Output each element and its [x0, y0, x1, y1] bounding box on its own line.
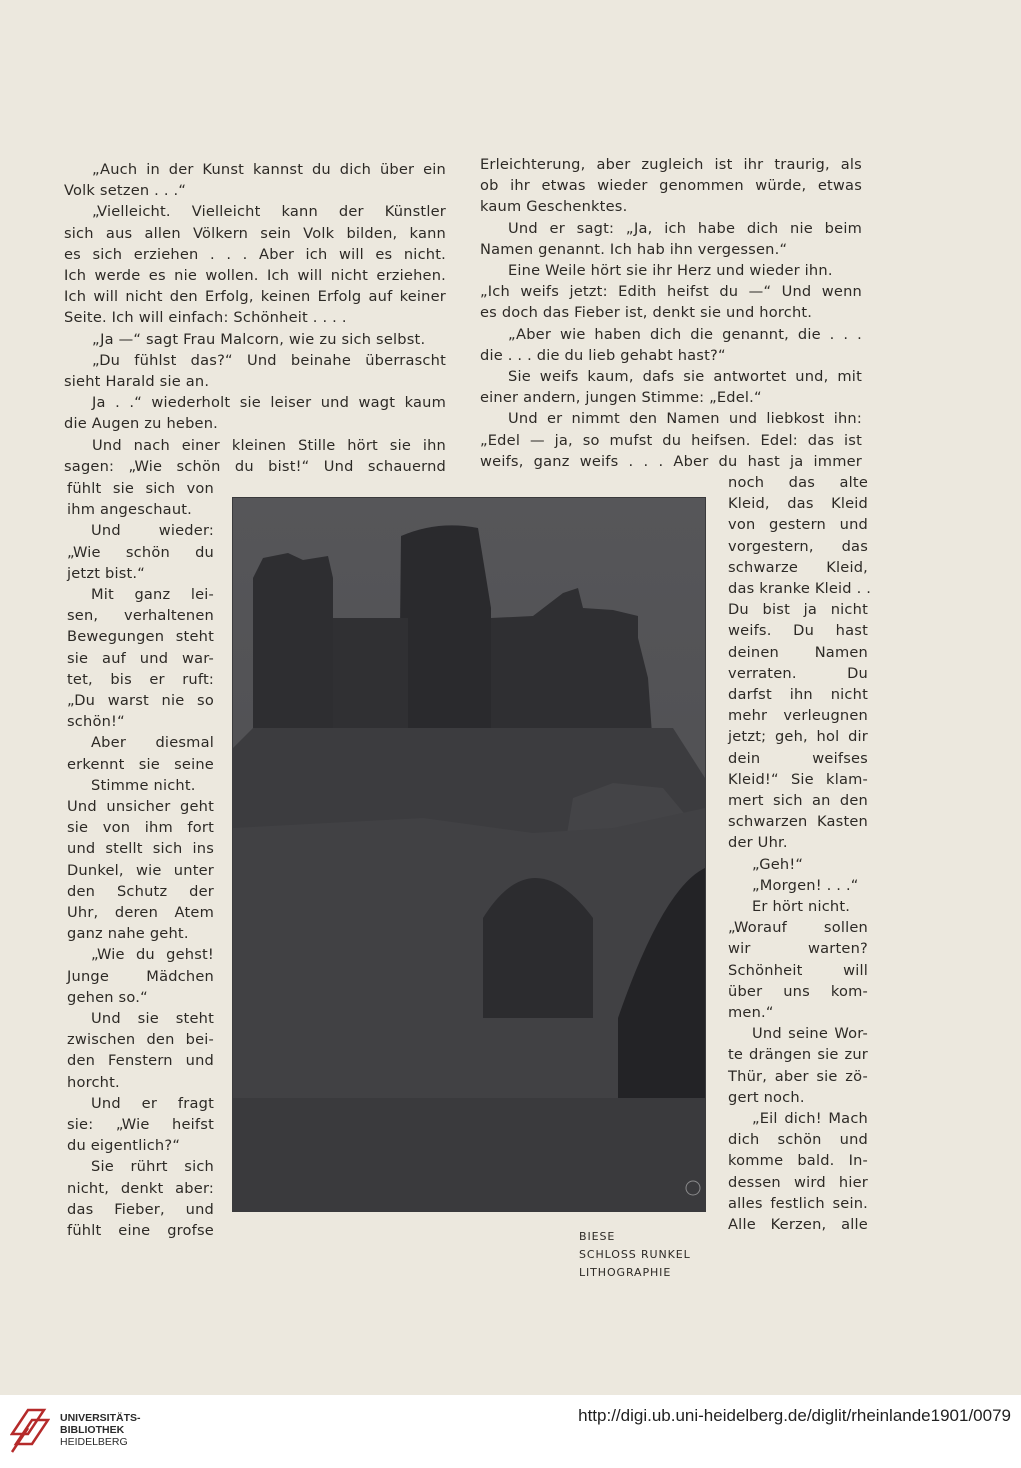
left-narrow-line: tet, bis er ruft:	[67, 670, 214, 688]
right-column-line: „Aber wie haben dich die genannt, die . . .	[508, 325, 862, 343]
library-name-line-3: HEIDELBERG	[60, 1436, 128, 1448]
right-narrow-line: weifs. Du hast	[728, 622, 868, 640]
page-url-link[interactable]: http://digi.ub.uni-heidelberg.de/diglit/rheinlande1901/0079	[578, 1406, 1011, 1425]
left-column-line: die Augen zu heben.	[64, 415, 219, 433]
right-column-line: Eine Weile hört sie ihr Herz und wieder ihn.	[508, 262, 833, 279]
right-narrow-line: alles festlich sein.	[728, 1194, 868, 1212]
right-narrow-line: darfst ihn nicht	[728, 686, 868, 703]
left-narrow-line: und stellt sich ins	[67, 840, 214, 858]
left-column-line: sagen: „Wie schön du bist!“ Und schauernd	[64, 457, 446, 475]
right-column-line: „Edel — ja, so mufst du heifsen. Edel: das ist	[480, 431, 862, 449]
right-narrow-line: Schönheit will	[728, 961, 868, 979]
left-narrow-line: den Fenstern und	[67, 1052, 214, 1070]
lithograph-plate	[232, 497, 706, 1212]
left-column-line: sich aus allen Völkern sein Volk bilden, kann	[64, 224, 446, 242]
right-narrow-line: Und seine Wor-	[752, 1025, 868, 1043]
left-narrow-line: Bewegungen steht	[67, 628, 214, 646]
left-narrow-line: Und wieder:	[91, 522, 214, 540]
right-narrow-line: te drängen sie zur	[728, 1046, 868, 1064]
right-narrow-line: von gestern und	[728, 516, 868, 534]
right-narrow-line: wir warten?	[728, 940, 868, 958]
right-narrow-line: „Morgen! . . .“	[752, 876, 859, 894]
left-narrow-line: den Schutz der	[67, 882, 214, 900]
left-narrow-line: Und sie steht	[91, 1010, 214, 1027]
left-narrow-line: sie von ihm fort	[67, 819, 214, 837]
left-column-line: „Vielleicht. Vielleicht kann der Künstler	[92, 203, 446, 221]
right-column-line: Erleichterung, aber zugleich ist ihr traurig, als	[480, 156, 862, 173]
right-narrow-line: Du bist ja nicht	[728, 601, 868, 619]
caption-artist: BIESE	[579, 1230, 616, 1243]
left-narrow-line: du eigentlich?“	[67, 1137, 181, 1155]
left-narrow-line: das Fieber, und	[67, 1200, 214, 1218]
left-narrow-line: „Wie schön du	[67, 543, 214, 561]
left-narrow-line: sie auf und war-	[67, 649, 214, 667]
left-column-line: „Auch in der Kunst kannst du dich über ein	[92, 161, 446, 178]
left-narrow-line: fühlt eine grofse	[67, 1222, 214, 1239]
right-narrow-line: jetzt; geh, hol dir	[728, 728, 868, 746]
left-narrow-line: ihm angeschaut.	[67, 501, 193, 519]
left-narrow-line: fühlt sie sich von	[67, 480, 214, 497]
left-column-line: Seite. Ich will einfach: Schönheit . . . .	[64, 309, 347, 327]
right-column-line: weifs, ganz weifs . . . Aber du hast ja immer	[480, 452, 862, 470]
left-column-line: „Du fühlst das?“ Und beinahe überrascht	[92, 351, 446, 369]
left-narrow-line: zwischen den bei-	[67, 1031, 214, 1049]
left-narrow-line: jetzt bist.“	[67, 564, 146, 582]
right-column-line: es doch das Fieber ist, denkt sie und horcht.	[480, 304, 813, 322]
left-narrow-line: „Wie du gehst!	[91, 946, 214, 964]
left-narrow-line: nicht, denkt aber:	[67, 1179, 214, 1197]
right-narrow-line: Kleid!“ Sie klam-	[728, 770, 868, 788]
right-narrow-line: das kranke Kleid . .	[728, 580, 872, 597]
left-narrow-line: Aber diesmal	[91, 734, 214, 752]
right-narrow-line: der Uhr.	[728, 834, 788, 852]
right-column-line: Und er sagt: „Ja, ich habe dich nie beim	[508, 219, 862, 237]
right-narrow-line: Er hört nicht.	[752, 898, 851, 915]
left-narrow-line: Und unsicher geht	[67, 798, 214, 815]
left-column-line: sieht Harald sie an.	[64, 373, 210, 390]
left-narrow-line: ganz nahe geht.	[67, 925, 189, 943]
right-narrow-line: „Worauf sollen	[728, 919, 868, 937]
left-narrow-line: Und er fragt	[91, 1094, 214, 1112]
right-narrow-line: Thür, aber sie zö-	[728, 1067, 868, 1085]
right-narrow-line: komme bald. In-	[728, 1152, 868, 1170]
left-column-line: es sich erziehen . . . Aber ich will es nicht.	[64, 245, 446, 263]
right-narrow-line: über uns kom-	[728, 982, 868, 1000]
right-column-line: die . . . die du lieb gehabt hast?“	[480, 346, 726, 364]
left-narrow-line: sen, verhaltenen	[67, 607, 214, 625]
left-column-line: Ich will nicht den Erfolg, keinen Erfolg auf keiner	[64, 288, 446, 306]
right-narrow-line: deinen Namen	[728, 643, 868, 661]
left-narrow-line: horcht.	[67, 1073, 120, 1091]
right-column-line: einer andern, jungen Stimme: „Edel.“	[480, 389, 762, 407]
left-column-line: Ich werde es nie wollen. Ich will nicht erziehen.	[64, 267, 446, 284]
right-narrow-line: gert noch.	[728, 1088, 805, 1106]
right-narrow-line: Kleid, das Kleid	[728, 495, 868, 513]
right-narrow-line: verraten. Du	[728, 664, 868, 682]
right-narrow-line: vorgestern, das	[728, 537, 868, 555]
right-narrow-line: Alle Kerzen, alle	[728, 1216, 868, 1233]
left-column-line: „Ja —“ sagt Frau Malcorn, wie zu sich selbst.	[92, 330, 426, 348]
left-narrow-line: Mit ganz lei-	[91, 586, 214, 603]
right-narrow-line: dich schön und	[728, 1131, 868, 1149]
right-narrow-line: noch das alte	[728, 474, 868, 491]
left-column-line: Volk setzen . . .“	[64, 182, 187, 200]
right-narrow-line: dessen wird hier	[728, 1173, 868, 1191]
left-narrow-line: gehen so.“	[67, 988, 148, 1006]
left-column-line: Ja . .“ wiederholt sie leiser und wagt kaum	[92, 394, 446, 412]
left-narrow-line: schön!“	[67, 713, 125, 731]
right-narrow-line: men.“	[728, 1004, 774, 1021]
right-narrow-line: mehr verleugnen	[728, 707, 868, 725]
caption-title: SCHLOSS RUNKEL	[579, 1248, 691, 1261]
right-column-line: „Ich weifs jetzt: Edith heifst du —“ Und wenn	[480, 283, 862, 301]
left-narrow-line: erkennt sie seine	[67, 755, 214, 773]
castle-lithograph-image	[233, 498, 705, 1211]
library-name[interactable]	[60, 1412, 141, 1448]
left-narrow-line: „Du warst nie so	[67, 692, 214, 709]
right-column-line: ob ihr etwas wieder genommen würde, etwas	[480, 177, 862, 195]
left-narrow-line: Uhr, deren Atem	[67, 904, 214, 921]
right-narrow-line: mert sich an den	[728, 792, 868, 809]
library-name-line-2: BIBLIOTHEK	[60, 1424, 125, 1436]
right-narrow-line: „Eil dich! Mach	[752, 1110, 868, 1127]
left-narrow-line: Stimme nicht.	[91, 776, 196, 794]
caption-technique: LITHOGRAPHIE	[579, 1266, 672, 1279]
right-column-line: kaum Geschenktes.	[480, 198, 628, 216]
left-narrow-line: sie: „Wie heifst	[67, 1116, 214, 1133]
left-narrow-line: Sie rührt sich	[91, 1158, 214, 1176]
left-narrow-line: Dunkel, wie unter	[67, 861, 214, 879]
left-narrow-line: Junge Mädchen	[67, 967, 214, 985]
library-name-line-1: UNIVERSITÄTS-	[60, 1412, 141, 1424]
right-column-line: Und er nimmt den Namen und liebkost ihn:	[508, 410, 862, 428]
right-column-line: Namen genannt. Ich hab ihn vergessen.“	[480, 240, 788, 258]
right-narrow-line: schwarzen Kasten	[728, 813, 868, 831]
right-narrow-line: schwarze Kleid,	[728, 558, 868, 576]
right-narrow-line: „Geh!“	[752, 855, 804, 873]
right-narrow-line: dein weifses	[728, 749, 868, 767]
university-library-logo-icon[interactable]	[10, 1404, 50, 1456]
left-column-line: Und nach einer kleinen Stille hört sie ihn	[92, 436, 446, 454]
right-column-line: Sie weifs kaum, dafs sie antwortet und, mit	[508, 368, 862, 385]
